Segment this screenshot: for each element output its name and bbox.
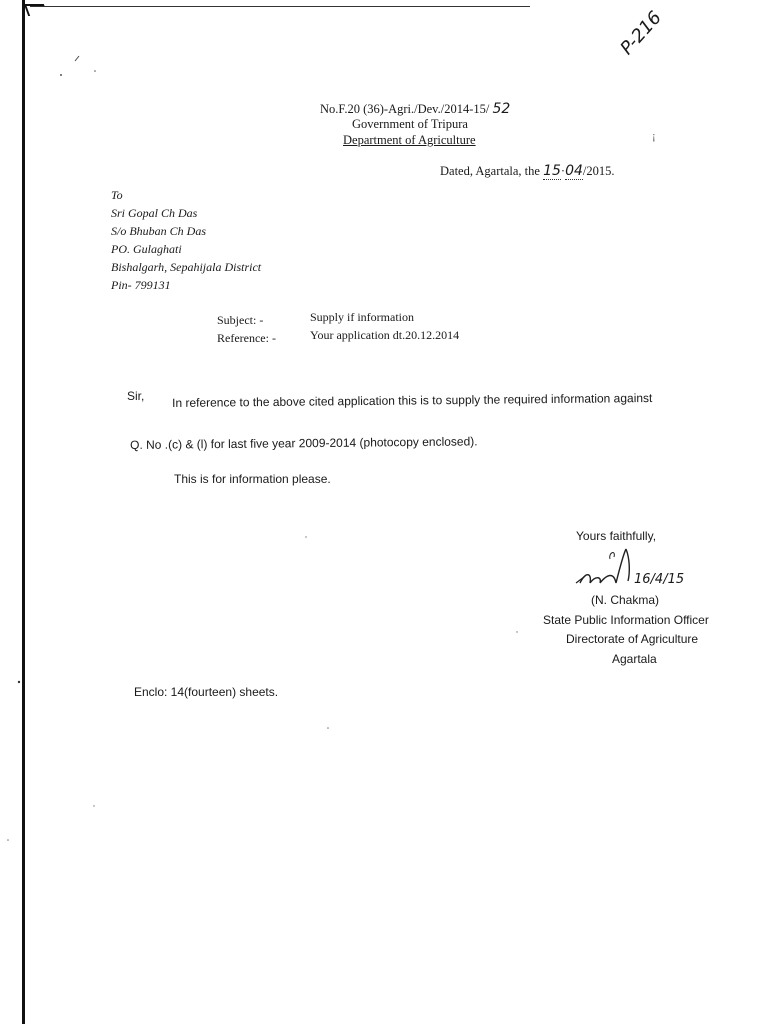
enclosure-note: Enclo: 14(fourteen) sheets. xyxy=(134,685,279,699)
date-prefix: Dated, Agartala, the xyxy=(440,164,540,178)
signatory-name: (N. Chakma) xyxy=(591,593,660,607)
recipient-to: To xyxy=(111,188,123,202)
reference-value: Your application dt.20.12.2014 xyxy=(310,328,460,342)
reference-number-line xyxy=(320,101,510,117)
reference-label: Reference: - xyxy=(217,331,276,345)
handwritten-day: 15 xyxy=(543,163,561,179)
scan-top-border xyxy=(30,6,530,7)
handwritten-dispatch-number: 52 xyxy=(492,101,511,117)
date-separator: · xyxy=(560,164,566,178)
department-name: Department of Agriculture xyxy=(343,133,476,147)
recipient-district: Bishalgarh, Sepahijala District xyxy=(111,260,262,274)
date-line xyxy=(440,163,615,179)
recipient-pin: Pin- 799131 xyxy=(111,278,171,292)
body-paragraph-line-2: Q. No .(c) & (l) for last five year 2009-2014 (photocopy enclosed). xyxy=(130,434,478,452)
reference-number: No.F.20 (36)-Agri./Dev./2014-15/ xyxy=(320,102,490,116)
body-paragraph-2: This is for information please. xyxy=(174,472,331,486)
scan-specks xyxy=(55,55,115,85)
scan-corner-mark xyxy=(24,4,48,16)
date-year: /2015. xyxy=(582,164,615,178)
government-name: Government of Tripura xyxy=(352,117,468,131)
handwritten-page-number: P-216 xyxy=(616,7,666,59)
handwritten-signature xyxy=(570,543,705,595)
recipient-po: PO. Gulaghati xyxy=(111,242,182,256)
body-paragraph-line-1: In reference to the above cited application this is to supply the required information against xyxy=(172,390,653,410)
salutation: Sir, xyxy=(127,389,145,403)
recipient-name: Sri Gopal Ch Das xyxy=(111,206,198,220)
signatory-office: Directorate of Agriculture xyxy=(566,632,699,646)
signatory-designation: State Public Information Officer xyxy=(543,613,709,627)
closing: Yours faithfully, xyxy=(576,529,657,543)
recipient-relation: S/o Bhuban Ch Das xyxy=(111,224,207,238)
scan-mark: ¡ xyxy=(652,130,656,142)
signatory-place: Agartala xyxy=(612,652,657,666)
scan-left-border xyxy=(22,0,25,1024)
subject-value: Supply if information xyxy=(310,310,414,324)
handwritten-month: 04 xyxy=(565,163,583,179)
subject-label: Subject: - xyxy=(217,313,264,327)
signature-date: 16/4/15 xyxy=(634,572,685,587)
